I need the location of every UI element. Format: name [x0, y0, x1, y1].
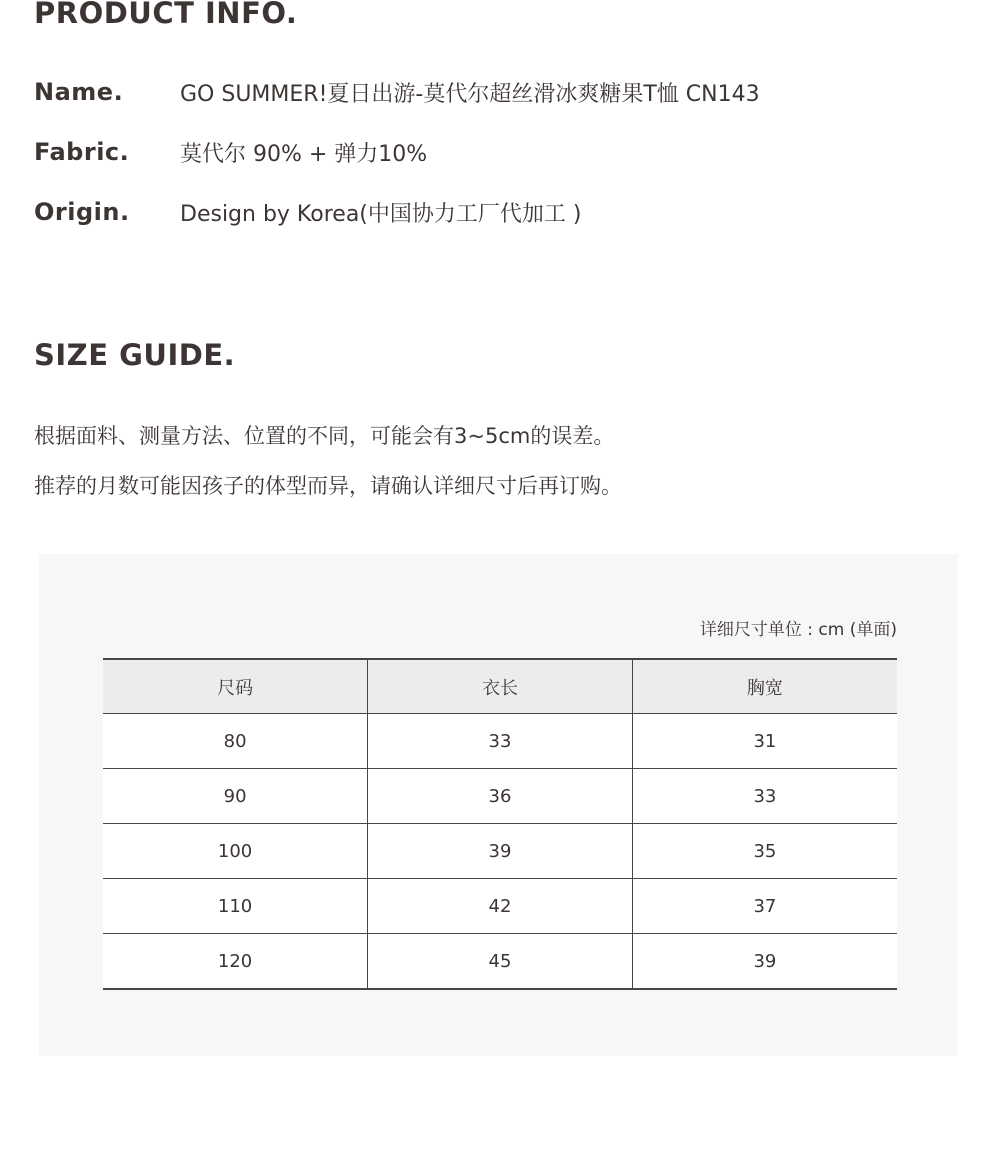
- table-row: [103, 714, 897, 769]
- cell-length: 39: [368, 824, 633, 879]
- header-size: 尺码: [103, 659, 368, 714]
- size-guide-title: SIZE GUIDE.: [34, 338, 236, 372]
- size-table-panel: [39, 554, 958, 1056]
- cell-chest: 31: [632, 714, 897, 769]
- cell-length: 45: [368, 934, 633, 990]
- table-row: [103, 879, 897, 934]
- cell-chest: 39: [632, 934, 897, 990]
- header-length: 衣长: [368, 659, 633, 714]
- cell-chest: 33: [632, 769, 897, 824]
- cell-chest: 35: [632, 824, 897, 879]
- size-note-recommendation: 推荐的月数可能因孩子的体型而异，请确认详细尺寸后再订购。: [34, 474, 622, 498]
- cell-size: 90: [103, 769, 368, 824]
- cell-length: 33: [368, 714, 633, 769]
- cell-size: 100: [103, 824, 368, 879]
- cell-length: 42: [368, 879, 633, 934]
- info-row-origin: [34, 192, 581, 232]
- cell-size: 110: [103, 879, 368, 934]
- info-label-fabric: Fabric.: [34, 138, 130, 166]
- size-table: [103, 658, 897, 990]
- unit-note: 详细尺寸单位 : cm (单面): [699, 620, 897, 640]
- cell-chest: 37: [632, 879, 897, 934]
- table-header-row: [103, 659, 897, 714]
- table-row: [103, 934, 897, 990]
- info-label-origin: Origin.: [34, 198, 130, 226]
- header-chest: 胸宽: [632, 659, 897, 714]
- info-row-fabric: [34, 132, 427, 172]
- info-row-name: [34, 72, 760, 112]
- table-row: [103, 824, 897, 879]
- table-row: [103, 769, 897, 824]
- info-label-name: Name.: [34, 78, 124, 106]
- info-value-fabric: 莫代尔 90% + 弹力10%: [180, 141, 428, 167]
- product-info-title: PRODUCT INFO.: [34, 0, 298, 30]
- info-value-origin: Design by Korea(中国协力工厂代加工 ): [180, 201, 582, 227]
- cell-size: 120: [103, 934, 368, 990]
- size-note-tolerance: 根据面料、测量方法、位置的不同，可能会有3~5cm的误差。: [34, 424, 615, 448]
- cell-size: 80: [103, 714, 368, 769]
- cell-length: 36: [368, 769, 633, 824]
- info-value-name: GO SUMMER!夏日出游-莫代尔超丝滑冰爽糖果T恤 CN143: [180, 81, 760, 107]
